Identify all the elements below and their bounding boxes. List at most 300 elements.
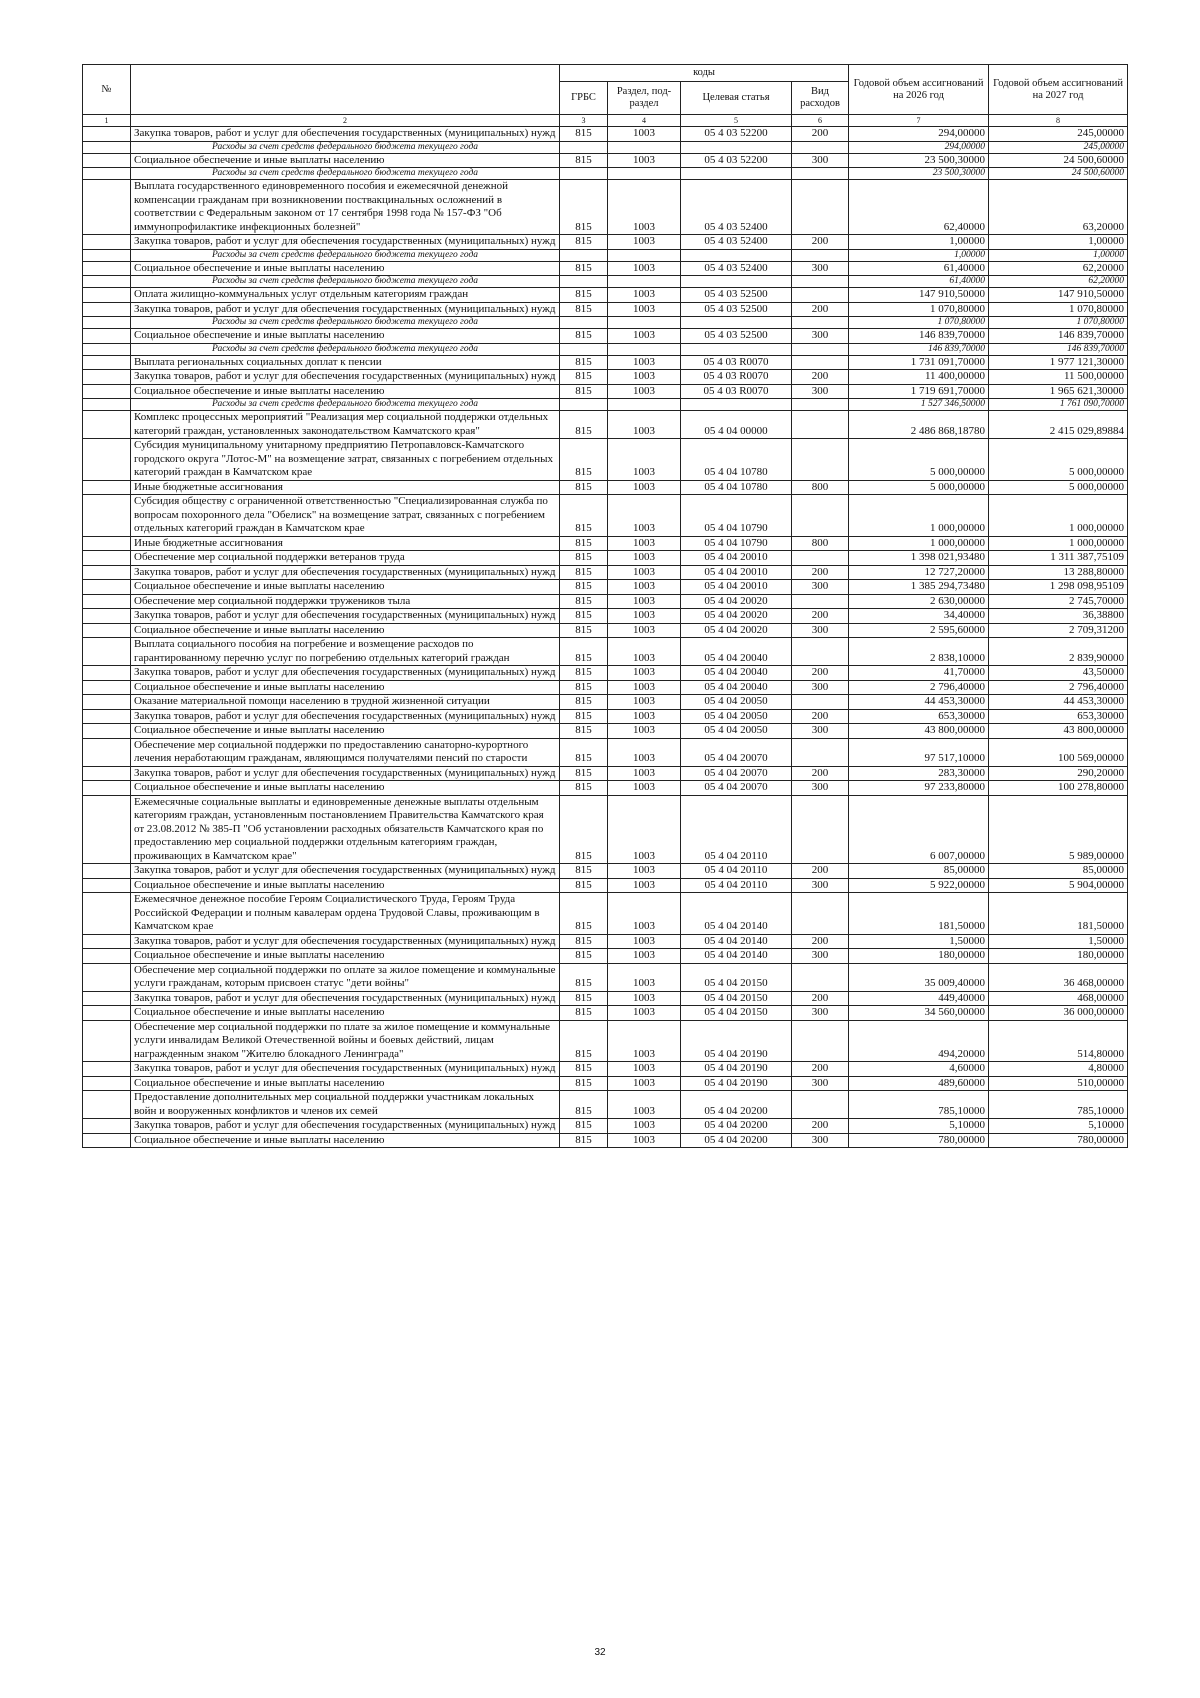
- cell-2026: 449,40000: [849, 991, 989, 1006]
- cell-vr: 200: [792, 302, 849, 317]
- cell-2026: 62,40000: [849, 180, 989, 235]
- cell-num: [83, 680, 131, 695]
- col-number: 2: [131, 115, 560, 127]
- cell-num: [83, 153, 131, 168]
- cell-razdel: [608, 249, 681, 261]
- cell-razdel: 1003: [608, 235, 681, 250]
- cell-2027: 146 839,70000: [989, 329, 1128, 344]
- cell-2027: 62,20000: [989, 276, 1128, 288]
- cell-razdel: 1003: [608, 638, 681, 666]
- cell-target: 05 4 04 20200: [681, 1119, 792, 1134]
- cell-num: [83, 384, 131, 399]
- cell-2027: 2 796,40000: [989, 680, 1128, 695]
- cell-2027: 43,50000: [989, 666, 1128, 681]
- cell-razdel: 1003: [608, 609, 681, 624]
- cell-grbs: 815: [560, 623, 608, 638]
- cell-num: [83, 963, 131, 991]
- table-row: [83, 480, 1128, 495]
- table-row: [83, 288, 1128, 303]
- cell-name: Оказание материальной помощи населению в трудной жизненной ситуации: [131, 695, 560, 710]
- cell-2026: 61,40000: [849, 276, 989, 288]
- cell-razdel: 1003: [608, 355, 681, 370]
- cell-vr: [792, 551, 849, 566]
- cell-2026: 146 839,70000: [849, 343, 989, 355]
- cell-name: Закупка товаров, работ и услуг для обеспечения государственных (муниципальных) нужд: [131, 666, 560, 681]
- cell-2026: 283,30000: [849, 766, 989, 781]
- cell-target: 05 4 03 52500: [681, 302, 792, 317]
- cell-name: Социальное обеспечение и иные выплаты населению: [131, 261, 560, 276]
- cell-num: [83, 370, 131, 385]
- cell-grbs: 815: [560, 893, 608, 935]
- cell-grbs: 815: [560, 1076, 608, 1091]
- cell-2026: 494,20000: [849, 1020, 989, 1062]
- cell-2027: 2 839,90000: [989, 638, 1128, 666]
- cell-vr: [792, 141, 849, 153]
- cell-2027: 510,00000: [989, 1076, 1128, 1091]
- cell-target: 05 4 04 20140: [681, 949, 792, 964]
- document-page: [82, 64, 1127, 1148]
- cell-target: 05 4 04 20190: [681, 1020, 792, 1062]
- table-row: [83, 153, 1128, 168]
- cell-grbs: 815: [560, 781, 608, 796]
- cell-grbs: 815: [560, 355, 608, 370]
- cell-target: 05 4 03 52400: [681, 261, 792, 276]
- cell-target: 05 4 03 52400: [681, 180, 792, 235]
- cell-name: Социальное обеспечение и иные выплаты населению: [131, 384, 560, 399]
- cell-target: 05 4 04 20070: [681, 738, 792, 766]
- table-row: [83, 666, 1128, 681]
- cell-razdel: 1003: [608, 781, 681, 796]
- cell-target: 05 4 03 52500: [681, 288, 792, 303]
- cell-2026: 34,40000: [849, 609, 989, 624]
- cell-2027: 468,00000: [989, 991, 1128, 1006]
- cell-target: [681, 276, 792, 288]
- cell-razdel: 1003: [608, 565, 681, 580]
- cell-razdel: 1003: [608, 370, 681, 385]
- cell-2026: 11 400,00000: [849, 370, 989, 385]
- table-row: [83, 878, 1128, 893]
- cell-grbs: 815: [560, 370, 608, 385]
- cell-num: [83, 766, 131, 781]
- cell-grbs: 815: [560, 695, 608, 710]
- cell-num: [83, 623, 131, 638]
- table-row: [83, 963, 1128, 991]
- cell-name: Закупка товаров, работ и услуг для обеспечения государственных (муниципальных) нужд: [131, 1062, 560, 1077]
- cell-target: [681, 249, 792, 261]
- cell-2026: 653,30000: [849, 709, 989, 724]
- cell-vr: 300: [792, 878, 849, 893]
- cell-razdel: 1003: [608, 580, 681, 595]
- cell-grbs: 815: [560, 878, 608, 893]
- table-row: [83, 1020, 1128, 1062]
- cell-2027: 245,00000: [989, 127, 1128, 142]
- cell-name: Социальное обеспечение и иные выплаты населению: [131, 949, 560, 964]
- cell-2027: 514,80000: [989, 1020, 1128, 1062]
- cell-num: [83, 934, 131, 949]
- cell-2027: 245,00000: [989, 141, 1128, 153]
- cell-vr: 300: [792, 261, 849, 276]
- cell-num: [83, 781, 131, 796]
- cell-target: 05 4 04 20040: [681, 666, 792, 681]
- cell-2027: 653,30000: [989, 709, 1128, 724]
- cell-2026: 2 595,60000: [849, 623, 989, 638]
- cell-grbs: 815: [560, 963, 608, 991]
- cell-target: 05 4 04 20040: [681, 680, 792, 695]
- header-codes: коды: [560, 65, 849, 82]
- cell-2027: 2 709,31200: [989, 623, 1128, 638]
- cell-2026: 2 486 868,18780: [849, 411, 989, 439]
- header-grbs: ГРБС: [560, 82, 608, 115]
- cell-num: [83, 864, 131, 879]
- cell-name: Закупка товаров, работ и услуг для обеспечения государственных (муниципальных) нужд: [131, 127, 560, 142]
- cell-razdel: 1003: [608, 1076, 681, 1091]
- cell-target: 05 4 04 20200: [681, 1091, 792, 1119]
- cell-target: 05 4 04 20070: [681, 781, 792, 796]
- cell-name: Социальное обеспечение и иные выплаты населению: [131, 1006, 560, 1021]
- cell-vr: 200: [792, 864, 849, 879]
- cell-num: [83, 302, 131, 317]
- cell-name: Расходы за счет средств федерального бюджета текущего года: [131, 399, 560, 411]
- cell-target: [681, 168, 792, 180]
- cell-vr: 300: [792, 949, 849, 964]
- cell-2027: 1,50000: [989, 934, 1128, 949]
- cell-num: [83, 638, 131, 666]
- cell-2027: 4,80000: [989, 1062, 1128, 1077]
- col-number: 3: [560, 115, 608, 127]
- cell-2027: 1,00000: [989, 235, 1128, 250]
- cell-vr: [792, 495, 849, 537]
- cell-num: [83, 536, 131, 551]
- cell-vr: [792, 249, 849, 261]
- table-row: [83, 766, 1128, 781]
- cell-2026: 146 839,70000: [849, 329, 989, 344]
- cell-num: [83, 235, 131, 250]
- cell-2027: 1 298 098,95109: [989, 580, 1128, 595]
- cell-2027: 1 311 387,75109: [989, 551, 1128, 566]
- cell-vr: [792, 317, 849, 329]
- cell-razdel: 1003: [608, 594, 681, 609]
- cell-grbs: 815: [560, 551, 608, 566]
- cell-grbs: 815: [560, 594, 608, 609]
- cell-num: [83, 180, 131, 235]
- header-2027: Годовой объем ассигнований на 2027 год: [989, 65, 1128, 115]
- cell-vr: [792, 343, 849, 355]
- table-row: [83, 594, 1128, 609]
- cell-vr: [792, 288, 849, 303]
- cell-2026: 97 233,80000: [849, 781, 989, 796]
- cell-2027: 1 070,80000: [989, 302, 1128, 317]
- cell-2027: 62,20000: [989, 261, 1128, 276]
- cell-vr: [792, 594, 849, 609]
- cell-razdel: 1003: [608, 878, 681, 893]
- cell-razdel: 1003: [608, 680, 681, 695]
- cell-2026: 41,70000: [849, 666, 989, 681]
- cell-2026: 1,00000: [849, 235, 989, 250]
- cell-razdel: 1003: [608, 329, 681, 344]
- cell-2026: 97 517,10000: [849, 738, 989, 766]
- cell-name: Социальное обеспечение и иные выплаты населению: [131, 1076, 560, 1091]
- table-row: [83, 565, 1128, 580]
- cell-target: 05 4 04 20050: [681, 709, 792, 724]
- table-subrow: [83, 249, 1128, 261]
- cell-name: Расходы за счет средств федерального бюджета текущего года: [131, 317, 560, 329]
- cell-razdel: [608, 141, 681, 153]
- cell-num: [83, 399, 131, 411]
- cell-name: Обеспечение мер социальной поддержки по предоставлению санаторно-курортного лечения неработающим гражданам, являющимся получателями пенсий по старости: [131, 738, 560, 766]
- cell-num: [83, 480, 131, 495]
- cell-2026: 2 838,10000: [849, 638, 989, 666]
- cell-target: [681, 317, 792, 329]
- cell-2026: 180,00000: [849, 949, 989, 964]
- table-subrow: [83, 317, 1128, 329]
- cell-target: 05 4 04 20110: [681, 864, 792, 879]
- cell-target: 05 4 04 20040: [681, 638, 792, 666]
- cell-razdel: 1003: [608, 1091, 681, 1119]
- cell-num: [83, 168, 131, 180]
- cell-razdel: 1003: [608, 439, 681, 481]
- cell-vr: 200: [792, 934, 849, 949]
- cell-razdel: 1003: [608, 1133, 681, 1148]
- cell-target: 05 4 04 20020: [681, 594, 792, 609]
- table-row: [83, 261, 1128, 276]
- cell-target: 05 4 04 20150: [681, 963, 792, 991]
- budget-table: [82, 64, 1128, 1148]
- cell-grbs: 815: [560, 1091, 608, 1119]
- cell-name: Выплата социального пособия на погребение и возмещение расходов по гарантированному перечню услуг по погребению отдельных категорий граждан: [131, 638, 560, 666]
- cell-name: Закупка товаров, работ и услуг для обеспечения государственных (муниципальных) нужд: [131, 766, 560, 781]
- cell-target: 05 4 04 10780: [681, 439, 792, 481]
- cell-grbs: 815: [560, 666, 608, 681]
- cell-name: Субсидия обществу с ограниченной ответственностью "Специализированная служба по вопросам похоронного дела "Обелиск" на возмещение затрат, связанных с погребением отдельных категорий граждан в Камчатском крае: [131, 495, 560, 537]
- cell-num: [83, 878, 131, 893]
- cell-razdel: [608, 276, 681, 288]
- cell-2027: 85,00000: [989, 864, 1128, 879]
- cell-2027: 5 000,00000: [989, 439, 1128, 481]
- cell-2026: 147 910,50000: [849, 288, 989, 303]
- cell-2027: 100 569,00000: [989, 738, 1128, 766]
- header-vid: Вид расходов: [792, 82, 849, 115]
- cell-num: [83, 1020, 131, 1062]
- cell-vr: [792, 411, 849, 439]
- cell-razdel: 1003: [608, 695, 681, 710]
- cell-num: [83, 317, 131, 329]
- cell-num: [83, 127, 131, 142]
- cell-razdel: 1003: [608, 963, 681, 991]
- cell-target: 05 4 04 10780: [681, 480, 792, 495]
- cell-vr: 200: [792, 991, 849, 1006]
- cell-grbs: 815: [560, 724, 608, 739]
- cell-target: [681, 343, 792, 355]
- cell-grbs: 815: [560, 709, 608, 724]
- cell-grbs: [560, 276, 608, 288]
- table-row: [83, 495, 1128, 537]
- header-razdel: Раздел, под-раздел: [608, 82, 681, 115]
- cell-name: Закупка товаров, работ и услуг для обеспечения государственных (муниципальных) нужд: [131, 991, 560, 1006]
- cell-vr: 300: [792, 1006, 849, 1021]
- cell-num: [83, 343, 131, 355]
- cell-vr: 300: [792, 1076, 849, 1091]
- cell-num: [83, 329, 131, 344]
- cell-2027: 1 977 121,30000: [989, 355, 1128, 370]
- cell-name: Социальное обеспечение и иные выплаты населению: [131, 878, 560, 893]
- cell-num: [83, 355, 131, 370]
- table-row: [83, 781, 1128, 796]
- cell-target: 05 4 04 20150: [681, 991, 792, 1006]
- table-row: [83, 864, 1128, 879]
- cell-target: 05 4 04 00000: [681, 411, 792, 439]
- cell-num: [83, 1133, 131, 1148]
- cell-razdel: 1003: [608, 934, 681, 949]
- cell-razdel: 1003: [608, 666, 681, 681]
- cell-razdel: 1003: [608, 411, 681, 439]
- cell-razdel: [608, 168, 681, 180]
- cell-vr: [792, 638, 849, 666]
- header-tselevaya: Целевая статья: [681, 82, 792, 115]
- cell-2027: 290,20000: [989, 766, 1128, 781]
- cell-vr: [792, 1020, 849, 1062]
- cell-2026: 1 000,00000: [849, 495, 989, 537]
- cell-grbs: 815: [560, 766, 608, 781]
- cell-vr: 300: [792, 623, 849, 638]
- cell-name: Обеспечение мер социальной поддержки по плате за жилое помещение и коммунальные услуги инвалидам Великой Отечественной войны и боевых действий, лицам награжденным знаком "Жителю блокадного Ленинграда": [131, 1020, 560, 1062]
- cell-grbs: 815: [560, 536, 608, 551]
- cell-razdel: 1003: [608, 495, 681, 537]
- cell-name: Выплата региональных социальных доплат к пенсии: [131, 355, 560, 370]
- cell-name: Субсидия муниципальному унитарному предприятию Петропавловск-Камчатского городского округа "Лотос-М" на возмещение затрат, связанных с погребением отдельных категорий граждан в Камчатском крае: [131, 439, 560, 481]
- cell-vr: 200: [792, 1119, 849, 1134]
- cell-name: Комплекс процессных мероприятий "Реализация мер социальной поддержки отдельных категорий граждан, установленных законодательством Камчатского края": [131, 411, 560, 439]
- col-number: 4: [608, 115, 681, 127]
- cell-num: [83, 666, 131, 681]
- cell-razdel: [608, 343, 681, 355]
- cell-grbs: 815: [560, 1020, 608, 1062]
- cell-vr: [792, 439, 849, 481]
- cell-target: 05 4 04 20110: [681, 878, 792, 893]
- cell-target: 05 4 04 20200: [681, 1133, 792, 1148]
- cell-2026: 294,00000: [849, 141, 989, 153]
- cell-name: Социальное обеспечение и иные выплаты населению: [131, 724, 560, 739]
- table-row: [83, 638, 1128, 666]
- table-row: [83, 302, 1128, 317]
- cell-razdel: 1003: [608, 766, 681, 781]
- cell-2026: 23 500,30000: [849, 153, 989, 168]
- cell-2027: 36 468,00000: [989, 963, 1128, 991]
- cell-2026: 12 727,20000: [849, 565, 989, 580]
- cell-2026: 6 007,00000: [849, 795, 989, 864]
- table-row: [83, 1076, 1128, 1091]
- cell-target: [681, 399, 792, 411]
- cell-2027: 36 000,00000: [989, 1006, 1128, 1021]
- cell-name: Социальное обеспечение и иные выплаты населению: [131, 153, 560, 168]
- table-row: [83, 609, 1128, 624]
- cell-name: Закупка товаров, работ и услуг для обеспечения государственных (муниципальных) нужд: [131, 609, 560, 624]
- cell-grbs: 815: [560, 302, 608, 317]
- table-row: [83, 329, 1128, 344]
- cell-grbs: 815: [560, 411, 608, 439]
- table-row: [83, 536, 1128, 551]
- cell-name: Закупка товаров, работ и услуг для обеспечения государственных (муниципальных) нужд: [131, 934, 560, 949]
- cell-vr: [792, 1091, 849, 1119]
- table-row: [83, 439, 1128, 481]
- cell-name: Обеспечение мер социальной поддержки по оплате за жилое помещение и коммунальные услуги гражданам, которым присвоен статус "дети войны": [131, 963, 560, 991]
- table-row: [83, 127, 1128, 142]
- cell-2027: 5 904,00000: [989, 878, 1128, 893]
- cell-name: Социальное обеспечение и иные выплаты населению: [131, 781, 560, 796]
- cell-num: [83, 893, 131, 935]
- table-subrow: [83, 168, 1128, 180]
- table-row: [83, 1133, 1128, 1148]
- cell-vr: 800: [792, 536, 849, 551]
- cell-2027: 2 415 029,89884: [989, 411, 1128, 439]
- cell-target: [681, 141, 792, 153]
- cell-name: Закупка товаров, работ и услуг для обеспечения государственных (муниципальных) нужд: [131, 370, 560, 385]
- cell-target: 05 4 04 10790: [681, 536, 792, 551]
- table-row: [83, 411, 1128, 439]
- table-row: [83, 1091, 1128, 1119]
- cell-razdel: 1003: [608, 623, 681, 638]
- cell-2026: 1,50000: [849, 934, 989, 949]
- cell-grbs: 815: [560, 127, 608, 142]
- table-row: [83, 724, 1128, 739]
- cell-razdel: 1003: [608, 1062, 681, 1077]
- cell-2027: 1 761 090,70000: [989, 399, 1128, 411]
- cell-target: 05 4 04 20150: [681, 1006, 792, 1021]
- cell-num: [83, 551, 131, 566]
- cell-grbs: 815: [560, 180, 608, 235]
- table-subrow: [83, 276, 1128, 288]
- cell-name: Иные бюджетные ассигнования: [131, 480, 560, 495]
- cell-grbs: [560, 343, 608, 355]
- cell-num: [83, 724, 131, 739]
- table-subrow: [83, 399, 1128, 411]
- table-subrow: [83, 141, 1128, 153]
- cell-target: 05 4 04 20010: [681, 580, 792, 595]
- cell-name: Социальное обеспечение и иные выплаты населению: [131, 623, 560, 638]
- cell-target: 05 4 03 R0070: [681, 355, 792, 370]
- cell-vr: [792, 963, 849, 991]
- cell-target: 05 4 03 R0070: [681, 384, 792, 399]
- cell-2027: 785,10000: [989, 1091, 1128, 1119]
- cell-num: [83, 738, 131, 766]
- table-subrow: [83, 343, 1128, 355]
- table-row: [83, 795, 1128, 864]
- cell-target: 05 4 04 20010: [681, 565, 792, 580]
- cell-2027: 181,50000: [989, 893, 1128, 935]
- cell-razdel: 1003: [608, 1119, 681, 1134]
- cell-grbs: [560, 249, 608, 261]
- cell-2026: 34 560,00000: [849, 1006, 989, 1021]
- cell-vr: [792, 399, 849, 411]
- cell-vr: [792, 355, 849, 370]
- cell-target: 05 4 04 20140: [681, 934, 792, 949]
- cell-name: Расходы за счет средств федерального бюджета текущего года: [131, 141, 560, 153]
- cell-razdel: 1003: [608, 384, 681, 399]
- cell-name: Закупка товаров, работ и услуг для обеспечения государственных (муниципальных) нужд: [131, 864, 560, 879]
- cell-vr: [792, 180, 849, 235]
- cell-2026: 2 796,40000: [849, 680, 989, 695]
- cell-num: [83, 695, 131, 710]
- cell-vr: 200: [792, 127, 849, 142]
- cell-2026: 4,60000: [849, 1062, 989, 1077]
- cell-razdel: 1003: [608, 302, 681, 317]
- cell-grbs: 815: [560, 384, 608, 399]
- cell-razdel: 1003: [608, 153, 681, 168]
- cell-num: [83, 411, 131, 439]
- cell-vr: 800: [792, 480, 849, 495]
- cell-razdel: 1003: [608, 288, 681, 303]
- cell-2026: 5,10000: [849, 1119, 989, 1134]
- cell-grbs: 815: [560, 565, 608, 580]
